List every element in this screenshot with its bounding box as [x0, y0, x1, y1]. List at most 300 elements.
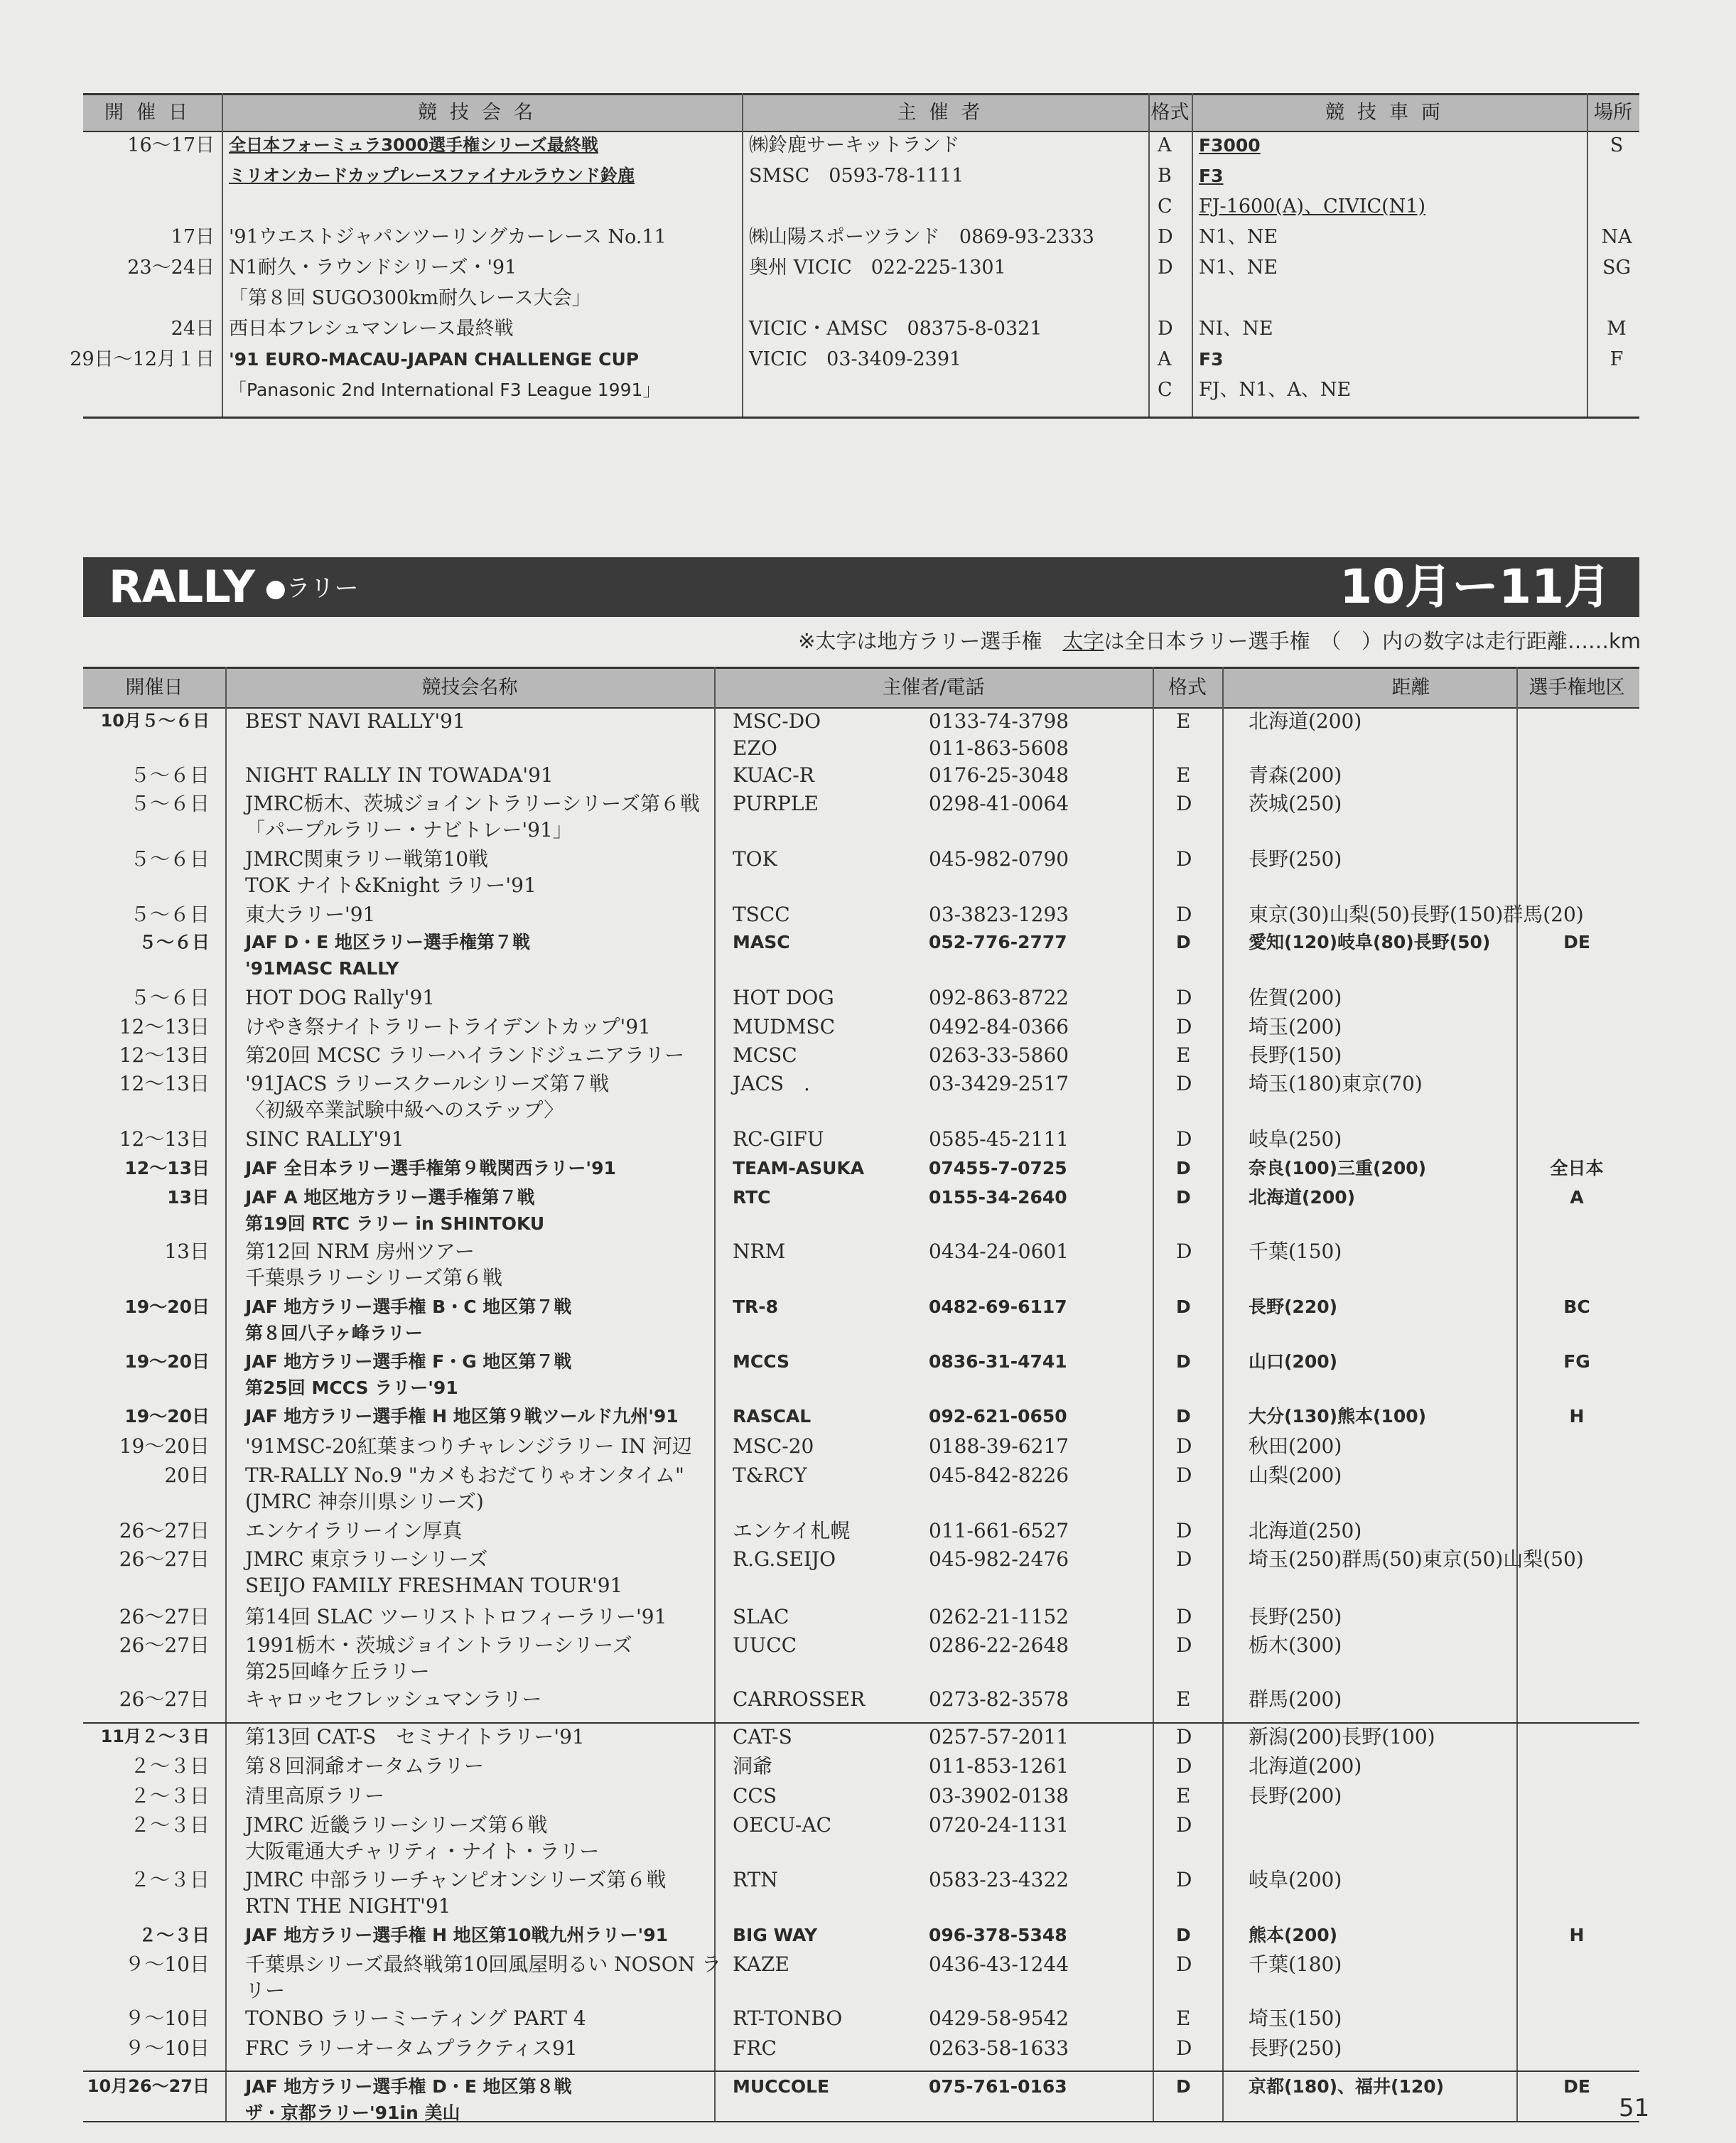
- rally-championship-region: DE: [1563, 932, 1590, 952]
- rally-organizer: KUAC-R: [733, 763, 814, 787]
- rally-distance: 奈良(100)三重(200): [1249, 1158, 1427, 1178]
- rally-column-divider: [1153, 667, 1154, 2122]
- rally-date: 13日: [164, 1240, 210, 1263]
- rally-event-name: 東大ラリー'91: [245, 903, 376, 926]
- rally-phone: 0262-21-1152: [929, 1605, 1069, 1628]
- rally-format: D: [1176, 1072, 1192, 1095]
- rally-distance: 新潟(200)長野(100): [1249, 1725, 1435, 1749]
- rally-organizer: OECU-AC: [733, 1813, 832, 1837]
- rally-event-name: 第13回 CAT-S セミナイトラリー'91: [245, 1725, 585, 1749]
- rally-format: D: [1176, 1463, 1192, 1487]
- rally-format: D: [1176, 1754, 1192, 1778]
- rally-distance: 埼玉(250)群馬(50)東京(50)山梨(50): [1249, 1547, 1584, 1571]
- rally-distance: 北海道(200): [1249, 1187, 1356, 1208]
- rally-format: D: [1176, 1925, 1191, 1945]
- rally-date: 26〜27日: [119, 1687, 210, 1711]
- rally-distance: 埼玉(150): [1249, 2007, 1342, 2030]
- rally-phone: 0176-25-3048: [929, 763, 1069, 787]
- rally-date: 26〜27日: [119, 1519, 210, 1542]
- rally-distance: 千葉(180): [1249, 1953, 1342, 1976]
- rally-distance: 千葉(150): [1249, 1240, 1342, 1263]
- rally-date: ２〜３日: [129, 1784, 210, 1808]
- rally-format: D: [1176, 1813, 1192, 1837]
- rally-distance: 長野(250): [1249, 1605, 1342, 1628]
- rally-phone: 075-761-0163: [929, 2076, 1067, 2097]
- rally-organizer: JACS .: [733, 1072, 810, 1095]
- rally-date: ２〜３日: [129, 1813, 210, 1837]
- page-number: 51: [1619, 2094, 1650, 2122]
- race-vehicle: FJ、N1、A、NE: [1199, 379, 1352, 401]
- race-table-row: [83, 252, 1639, 283]
- rally-date: 19〜20日: [124, 1406, 210, 1427]
- rally-date: 26〜27日: [119, 1605, 210, 1628]
- race-format: A: [1158, 348, 1172, 370]
- rally-organizer: MCCS: [733, 1351, 790, 1372]
- rally-organizer: MUCCOLE: [733, 2076, 830, 2097]
- rally-schedule-table: [83, 667, 1639, 2122]
- rally-format: D: [1176, 1547, 1192, 1571]
- race-format: B: [1158, 165, 1172, 187]
- rally-phone: 0257-57-2011: [929, 1725, 1069, 1749]
- rally-title: RALLY: [109, 561, 254, 613]
- rally-event-name: JMRC 東京ラリーシリーズ: [245, 1547, 488, 1571]
- rally-date: ５〜６日: [129, 986, 210, 1009]
- rally-phone: 0585-45-2111: [929, 1127, 1069, 1151]
- rally-event-name: JAF 地方ラリー選手権 B・C 地区第７戦: [245, 1296, 572, 1317]
- rally-event-name-line2: 第８回八子ヶ峰ラリー: [245, 1323, 424, 1343]
- rally-distance: 佐賀(200): [1249, 986, 1342, 1009]
- rally-format: D: [1176, 1406, 1191, 1427]
- race-organizer: 奥州 VICIC 022-225-1301: [749, 257, 1006, 279]
- rally-date: ２〜３日: [129, 1868, 210, 1891]
- rally-organizer: SLAC: [733, 1605, 789, 1628]
- rally-organizer: TOK: [733, 847, 777, 871]
- rally-phone: 03-3902-0138: [929, 1784, 1069, 1808]
- rally-event-name: NIGHT RALLY IN TOWADA'91: [245, 763, 554, 787]
- race-format: A: [1158, 134, 1172, 156]
- race-vehicle: F3000: [1199, 135, 1261, 156]
- race-header-cell: 開催日: [104, 102, 200, 124]
- race-place: M: [1607, 318, 1627, 340]
- rally-distance: 山梨(200): [1249, 1463, 1342, 1487]
- rally-phone: 0263-58-1633: [929, 2036, 1069, 2060]
- rally-phone: 0836-31-4741: [929, 1351, 1067, 1372]
- race-format: C: [1158, 195, 1172, 217]
- race-date: 23〜24日: [127, 257, 215, 279]
- rally-date: 10月26〜27日: [87, 2076, 210, 2096]
- rally-format: D: [1176, 1633, 1192, 1657]
- rally-event-name: JAF A 地区地方ラリー選手権第７戦: [245, 1187, 535, 1208]
- race-vehicle: F3: [1199, 166, 1224, 186]
- rally-header-cell: 主催者/電話: [882, 677, 985, 699]
- race-name: 西日本フレシュマンレース最終戦: [229, 318, 514, 340]
- race-date: 29日〜12月１日: [70, 348, 215, 370]
- rally-column-divider: [714, 667, 716, 2122]
- rally-format: D: [1176, 1296, 1191, 1317]
- rally-format: D: [1176, 2036, 1192, 2060]
- rally-event-name: 第12回 NRM 房州ツアー: [245, 1240, 475, 1263]
- rally-event-name: けやき祭ナイトラリートライデントカップ'91: [245, 1015, 651, 1038]
- race-date: 16〜17日: [127, 134, 215, 156]
- rally-championship-region: 全日本: [1550, 1158, 1604, 1178]
- rally-event-name-line2: '91MASC RALLY: [245, 958, 399, 979]
- race-organizer: VICIC 03-3409-2391: [749, 348, 962, 370]
- rally-date: 20日: [164, 1463, 210, 1487]
- rally-distance: 長野(220): [1249, 1296, 1338, 1317]
- note-prefix: ※太字は地方ラリー選手権: [798, 629, 1063, 653]
- race-date: 17日: [171, 226, 215, 248]
- rally-event-name-line2: 〈初級卒業試験中級へのステップ〉: [245, 1098, 564, 1122]
- rally-event-name: 第20回 MCSC ラリーハイランドジュニアラリー: [245, 1043, 685, 1067]
- rally-phone: 092-621-0650: [929, 1406, 1067, 1427]
- rally-event-name: FRC ラリーオータムプラクティス91: [245, 2036, 578, 2060]
- rally-event-name-line2: 千葉県ラリーシリーズ第６戦: [245, 1266, 503, 1289]
- race-format: D: [1158, 226, 1173, 248]
- rally-distance: 山口(200): [1249, 1351, 1338, 1372]
- rally-event-name-line2: RTN THE NIGHT'91: [245, 1894, 451, 1918]
- rally-organizer: RTN: [733, 1868, 778, 1891]
- rally-format: D: [1176, 932, 1191, 952]
- rally-format: D: [1176, 1158, 1191, 1178]
- rally-format: D: [1176, 1725, 1192, 1749]
- rally-phone: 096-378-5348: [929, 1925, 1067, 1945]
- rally-event-name-line2: (JMRC 神奈川県シリーズ): [245, 1490, 484, 1513]
- rally-phone: 0720-24-1131: [929, 1813, 1069, 1837]
- rally-distance: 京都(180)、福井(120): [1249, 2076, 1445, 2097]
- rally-event-name: HOT DOG Rally'91: [245, 986, 436, 1009]
- rally-distance: 栃木(300): [1249, 1633, 1342, 1657]
- rally-format: E: [1176, 1687, 1191, 1711]
- rally-phone: 07455-7-0725: [929, 1158, 1067, 1178]
- rally-header-cell: 開催日: [125, 677, 183, 699]
- rally-distance: 熊本(200): [1249, 1925, 1338, 1945]
- rally-organizer: T&RCY: [733, 1463, 807, 1487]
- rally-event-name: JAF 地方ラリー選手権 D・E 地区第８戦: [245, 2076, 572, 2097]
- rally-event-name-line2: ザ・京都ラリー'91in 美山: [245, 2102, 460, 2123]
- race-schedule-table: [70, 93, 1639, 419]
- rally-organizer: MASC: [733, 932, 790, 952]
- race-organizer: SMSC 0593-78-1111: [749, 165, 964, 187]
- rally-championship-region: DE: [1563, 2076, 1590, 2097]
- race-date: 24日: [171, 318, 215, 340]
- rally-format: D: [1176, 1240, 1192, 1263]
- rally-event-name: 千葉県シリーズ最終戦第10回風屋明るい NOSON ラ: [245, 1953, 722, 1976]
- rally-championship-region: BC: [1563, 1296, 1590, 1317]
- rally-organizer: CARROSSER: [733, 1687, 866, 1711]
- race-vehicle: N1、NE: [1199, 226, 1278, 248]
- rally-event-name: JMRC栃木、茨城ジョイントラリーシリーズ第６戦: [245, 792, 700, 815]
- rally-date: 19〜20日: [119, 1434, 210, 1458]
- rally-format: D: [1176, 1953, 1192, 1976]
- race-table-row: [83, 283, 1639, 313]
- rally-organizer: RASCAL: [733, 1406, 812, 1427]
- rally-phone: 0286-22-2648: [929, 1633, 1069, 1657]
- rally-phone: 0583-23-4322: [929, 1868, 1069, 1891]
- race-vehicle: NI、NE: [1199, 318, 1273, 340]
- rally-phone: 0429-58-9542: [929, 2007, 1069, 2030]
- rally-organizer: KAZE: [733, 1953, 789, 1976]
- rally-event-name-line2: TOK ナイト&Knight ラリー'91: [245, 874, 537, 897]
- rally-phone: 052-776-2777: [929, 932, 1067, 952]
- rally-format: D: [1176, 1127, 1192, 1151]
- rally-distance: 長野(250): [1249, 847, 1342, 871]
- rally-organizer: TEAM-ASUKA: [733, 1158, 865, 1178]
- race-header-cell: 格式: [1150, 102, 1190, 124]
- race-format: C: [1158, 379, 1172, 401]
- rally-event-name: SINC RALLY'91: [245, 1127, 404, 1151]
- rally-event-name: BEST NAVI RALLY'91: [245, 709, 465, 733]
- race-name: N1耐久・ラウンドシリーズ・'91: [229, 257, 517, 279]
- rally-event-name-line2: リー: [245, 1979, 286, 2002]
- rally-format: E: [1176, 2007, 1191, 2030]
- race-vehicle: FJ-1600(A)、CIVIC(N1): [1199, 195, 1425, 217]
- rally-date: ９〜10日: [124, 2007, 210, 2030]
- rally-distance: 大分(130)熊本(100): [1249, 1406, 1427, 1427]
- rally-organizer: CCS: [733, 1784, 777, 1808]
- rally-phone: 0188-39-6217: [929, 1434, 1069, 1458]
- rally-organizer: TSCC: [733, 903, 790, 926]
- rally-event-name-line2: 第25回 MCCS ラリー'91: [245, 1377, 458, 1398]
- rally-column-divider: [1222, 667, 1224, 2122]
- rally-event-name: TR-RALLY No.9 "カメもおだてりゃオンタイム": [245, 1463, 684, 1487]
- rally-phone: 0492-84-0366: [929, 1015, 1069, 1038]
- rally-organizer: R.G.SEIJO: [733, 1547, 836, 1571]
- rally-date: 26〜27日: [119, 1633, 210, 1657]
- rally-phone: 0298-41-0064: [929, 792, 1069, 815]
- race-table-row: [83, 313, 1639, 344]
- rally-organizer: RTC: [733, 1187, 771, 1208]
- rally-phone: 045-982-2476: [929, 1547, 1069, 1571]
- rally-format: E: [1176, 1784, 1191, 1808]
- rally-phone: 011-853-1261: [929, 1754, 1069, 1778]
- rally-organizer: EZO: [733, 736, 777, 760]
- rally-phone: 0263-33-5860: [929, 1043, 1069, 1067]
- rally-date: 26〜27日: [119, 1547, 210, 1571]
- rally-format: D: [1176, 1605, 1192, 1628]
- rally-subtitle: ●ラリー: [265, 574, 359, 603]
- rally-phone: 03-3823-1293: [929, 903, 1069, 926]
- rally-event-name: JAF 地方ラリー選手権 F・G 地区第７戦: [245, 1351, 572, 1372]
- race-table-row: [83, 375, 1639, 405]
- rally-column-divider: [1516, 667, 1518, 2122]
- rally-event-name: JMRC 近畿ラリーシリーズ第６戦: [245, 1813, 548, 1837]
- rally-format: D: [1176, 847, 1192, 871]
- rally-date: ２〜３日: [138, 1925, 210, 1945]
- rally-header-cell: 距離: [1391, 677, 1430, 699]
- race-header-cell: 競技車両: [1325, 102, 1453, 124]
- race-vehicle: N1、NE: [1199, 257, 1278, 279]
- race-table-row: [83, 222, 1639, 252]
- race-table-row: [83, 161, 1639, 191]
- rally-format: D: [1176, 1868, 1192, 1891]
- rally-date: 12〜13日: [119, 1043, 210, 1067]
- race-format: D: [1158, 318, 1173, 340]
- rally-format: E: [1176, 1043, 1191, 1067]
- rally-date: 12〜13日: [124, 1158, 210, 1178]
- rally-organizer: PURPLE: [733, 792, 819, 815]
- rally-organizer: TR-8: [733, 1296, 779, 1317]
- rally-distance: 愛知(120)岐阜(80)長野(50): [1249, 932, 1491, 952]
- rally-header-cell: 選手権地区: [1529, 677, 1625, 699]
- rally-event-name: '91JACS ラリースクールシリーズ第７戦: [245, 1072, 610, 1095]
- rally-format: D: [1176, 1015, 1192, 1038]
- rally-date: 11月２〜３日: [100, 1726, 210, 1746]
- race-name: 「Panasonic 2nd International F3 League 1991」: [229, 380, 661, 400]
- race-name: '91 EURO-MACAU-JAPAN CHALLENGE CUP: [229, 349, 640, 370]
- rally-organizer: CAT-S: [733, 1725, 792, 1749]
- rally-phone: 011-863-5608: [929, 736, 1069, 760]
- rally-date: 12〜13日: [119, 1015, 210, 1038]
- race-organizer: VICIC・AMSC 08375-8-0321: [749, 318, 1042, 340]
- rally-month-separator: [83, 2071, 1639, 2072]
- rally-event-name-line2: 「パープルラリー・ナビトレー'91」: [245, 818, 573, 842]
- rally-format: E: [1176, 709, 1191, 733]
- rally-date: 10月５〜６日: [100, 711, 210, 731]
- rally-column-divider: [225, 667, 227, 2122]
- rally-event-name: JAF 地方ラリー選手権 H 地区第９戦ツールド九州'91: [245, 1406, 679, 1427]
- rally-championship-region: FG: [1563, 1351, 1590, 1372]
- rally-date: ２〜３日: [129, 1754, 210, 1778]
- rally-format: D: [1176, 1434, 1192, 1458]
- rally-date: 19〜20日: [124, 1296, 210, 1317]
- race-organizer: ㈱鈴鹿サーキットランド: [749, 134, 960, 156]
- rally-phone: 092-863-8722: [929, 986, 1069, 1009]
- race-vehicle: F3: [1199, 349, 1224, 370]
- rally-distance: 長野(250): [1249, 2036, 1342, 2060]
- rally-date: ５〜６日: [138, 932, 210, 952]
- race-name: 「第８回 SUGO300km耐久レース大会」: [229, 287, 591, 309]
- rally-distance: 岐阜(250): [1249, 1127, 1342, 1151]
- rally-distance: 秋田(200): [1249, 1434, 1342, 1458]
- rally-championship-region: A: [1570, 1187, 1584, 1208]
- rally-date: 13日: [167, 1187, 210, 1208]
- rally-phone: 045-842-8226: [929, 1463, 1069, 1487]
- rally-phone: 03-3429-2517: [929, 1072, 1069, 1095]
- rally-event-name-line2: 第19回 RTC ラリー in SHINTOKU: [245, 1213, 545, 1234]
- rally-distance: 茨城(250): [1249, 792, 1342, 815]
- race-place: NA: [1601, 226, 1632, 248]
- rally-organizer: HOT DOG: [733, 986, 834, 1009]
- rally-format: D: [1176, 903, 1192, 926]
- rally-date: 12〜13日: [119, 1127, 210, 1151]
- rally-phone: 0436-43-1244: [929, 1953, 1069, 1976]
- race-header-cell: 場所: [1594, 102, 1632, 124]
- rally-event-name: '91MSC-20紅葉まつりチャレンジラリー IN 河辺: [245, 1434, 692, 1458]
- rally-championship-region: H: [1569, 1925, 1585, 1945]
- rally-phone: 0482-69-6117: [929, 1296, 1067, 1317]
- race-header-cell: 競技会名: [418, 102, 546, 124]
- note-suffix: は全日本ラリー選手権 （ ）内の数字は走行距離……km: [1104, 629, 1641, 653]
- rally-organizer: MSC-DO: [733, 709, 821, 733]
- rally-format: D: [1176, 792, 1192, 815]
- rally-distance: 埼玉(200): [1249, 1015, 1342, 1038]
- race-table-row: [70, 344, 1639, 375]
- rally-date: ５〜６日: [129, 792, 210, 815]
- note-underlined: 太字: [1062, 629, 1104, 653]
- rally-event-name: 第８回洞爺オータムラリー: [245, 1754, 485, 1778]
- rally-event-name: 第14回 SLAC ツーリストトロフィーラリー'91: [245, 1605, 667, 1628]
- rally-phone: 011-661-6527: [929, 1519, 1069, 1542]
- rally-date: ５〜６日: [129, 763, 210, 787]
- rally-event-name: JAF 全日本ラリー選手権第９戦関西ラリー'91: [245, 1158, 616, 1178]
- rally-event-name-line2: 大阪電通大チャリティ・ナイト・ラリー: [245, 1839, 600, 1863]
- race-table-row: [83, 191, 1639, 222]
- rally-header-cell: 格式: [1168, 677, 1207, 699]
- rally-distance: 岐阜(200): [1249, 1868, 1342, 1891]
- rally-event-name: JMRC関東ラリー戦第10戦: [245, 847, 489, 871]
- rally-section-banner: [83, 557, 1639, 617]
- rally-event-name: 清里高原ラリー: [245, 1784, 385, 1808]
- rally-distance: 埼玉(180)東京(70): [1249, 1072, 1423, 1095]
- rally-organizer: 洞爺: [733, 1754, 773, 1778]
- rally-organizer: UUCC: [733, 1633, 797, 1657]
- rally-format: D: [1176, 1519, 1192, 1542]
- rally-championship-region: H: [1569, 1406, 1585, 1427]
- race-name: ミリオンカードカップレースファイナルラウンド鈴鹿: [229, 166, 635, 186]
- race-format: D: [1158, 257, 1173, 279]
- rally-event-name: JAF 地方ラリー選手権 H 地区第10戦九州ラリー'91: [245, 1925, 668, 1945]
- rally-phone: 0434-24-0601: [929, 1240, 1069, 1263]
- rally-date: ９〜10日: [124, 1953, 210, 1976]
- rally-legend-note: [798, 625, 1641, 655]
- rally-phone: 045-982-0790: [929, 847, 1069, 871]
- rally-event-name: JAF D・E 地区ラリー選手権第７戦: [245, 932, 530, 952]
- race-place: S: [1610, 134, 1624, 156]
- rally-format: D: [1176, 1187, 1191, 1208]
- rally-format: D: [1176, 986, 1192, 1009]
- rally-event-name-line2: SEIJO FAMILY FRESHMAN TOUR'91: [245, 1574, 623, 1597]
- rally-date: 19〜20日: [124, 1351, 210, 1372]
- rally-table-header: [83, 667, 1639, 709]
- rally-date: ９〜10日: [124, 2036, 210, 2060]
- rally-month-range: 10月ー11月: [1339, 559, 1611, 614]
- race-table-header: [83, 93, 1639, 132]
- rally-format: D: [1176, 2076, 1191, 2097]
- race-name: '91ウエストジャパンツーリングカーレース No.11: [229, 226, 667, 248]
- rally-event-name: 1991栃木・茨城ジョイントラリーシリーズ: [245, 1633, 632, 1657]
- rally-organizer: MSC-20: [733, 1434, 814, 1458]
- rally-phone: 0155-34-2640: [929, 1187, 1067, 1208]
- rally-phone: 0133-74-3798: [929, 709, 1069, 733]
- race-table-row: [83, 130, 1639, 161]
- race-header-cell: 主催者: [897, 102, 993, 124]
- rally-distance: 北海道(200): [1249, 1754, 1362, 1778]
- rally-event-name: キャロッセフレッシュマンラリー: [245, 1687, 542, 1711]
- rally-date: 12〜13日: [119, 1072, 210, 1095]
- rally-header-cell: 競技会名称: [421, 677, 518, 699]
- rally-distance: 長野(200): [1249, 1784, 1342, 1808]
- rally-organizer: FRC: [733, 2036, 777, 2060]
- rally-organizer: RC-GIFU: [733, 1127, 824, 1151]
- rally-date: ５〜６日: [129, 847, 210, 871]
- rally-event-name-line2: 第25回峰ケ丘ラリー: [245, 1660, 430, 1683]
- rally-distance: 長野(150): [1249, 1043, 1342, 1067]
- rally-event-name: エンケイラリーイン厚真: [245, 1519, 463, 1542]
- rally-date: ５〜６日: [129, 903, 210, 926]
- rally-event-name: TONBO ラリーミーティング PART 4: [245, 2007, 586, 2030]
- race-organizer: ㈱山陽スポーツランド 0869-93-2333: [749, 226, 1094, 248]
- rally-format: D: [1176, 1351, 1191, 1372]
- race-place: SG: [1602, 257, 1632, 279]
- race-place: F: [1610, 348, 1624, 370]
- rally-distance: 群馬(200): [1249, 1687, 1342, 1711]
- rally-organizer: MUDMSC: [733, 1015, 835, 1038]
- rally-distance: 北海道(250): [1249, 1519, 1362, 1542]
- rally-organizer: NRM: [733, 1240, 786, 1263]
- rally-phone: 0273-82-3578: [929, 1687, 1069, 1711]
- rally-distance: 東京(30)山梨(50)長野(150)群馬(20): [1249, 903, 1584, 926]
- race-name: 全日本フォーミュラ3000選手権シリーズ最終戦: [229, 135, 598, 155]
